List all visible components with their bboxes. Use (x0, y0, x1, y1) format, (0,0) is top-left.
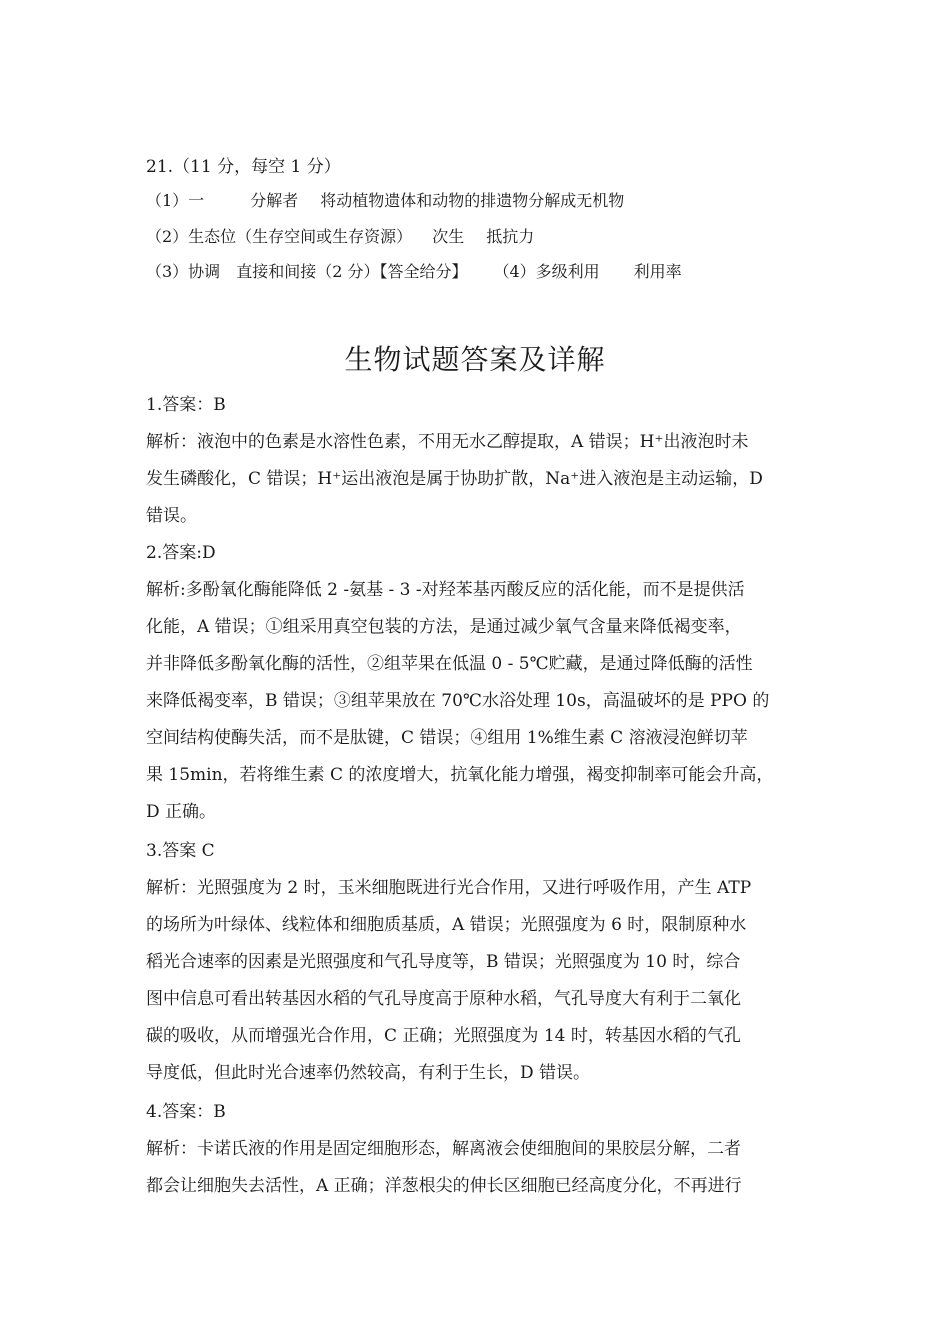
q21-3-part-1: （3）协调 (146, 262, 221, 281)
answer-4-text-line: 都会让细胞失去活性，A 正确；洋葱根尖的伸长区细胞已经高度分化，不再进行 (146, 1176, 742, 1196)
q21-line-3 (146, 260, 818, 284)
answer-1-text-line: 发生磷酸化，C 错误；H⁺运出液泡是属于协助扩散，Na⁺进入液泡是主动运输，D (146, 469, 763, 489)
answer-3-text-line: 的场所为叶绿体、线粒体和细胞质基质，A 错误；光照强度为 6 时，限制原种水 (146, 915, 747, 935)
q21-3-part-2: 直接和间接（2 分）【答全给分】 (236, 262, 468, 281)
answer-3-text-line: 图中信息可看出转基因水稻的气孔导度高于原种水稻，气孔导度大有利于二氧化 (146, 989, 741, 1009)
answer-2-text-line: 解析:多酚氧化酶能降低 2 -氨基 - 3 -对羟苯基丙酸反应的活化能，而不是提供活 (146, 580, 745, 600)
answer-3-text-line: 解析：光照强度为 2 时，玉米细胞既进行光合作用，又进行呼吸作用，产生 ATP (146, 878, 752, 898)
q21-1-part-1: （1）一 (146, 191, 205, 210)
q21-header: 21.（11 分，每空 1 分） (146, 157, 341, 177)
answer-2-text-line: 果 15min，若将维生素 C 的浓度增大，抗氧化能力增强，褐变抑制率可能会升高， (146, 765, 774, 785)
answer-3-text-line: 导度低，但此时光合速率仍然较高，有利于生长，D 错误。 (146, 1063, 591, 1083)
q21-2-part-1: （2）生态位（生存空间或生存资源） (146, 227, 413, 246)
answer-4-text-line: 解析：卡诺氏液的作用是固定细胞形态，解离液会使细胞间的果胶层分解，二者 (146, 1139, 741, 1159)
answer-2-text-line: 空间结构使酶失活，而不是肽键，C 错误；④组用 1%维生素 C 溶液浸泡鲜切苹 (146, 728, 748, 748)
q21-3-part-4: 利用率 (633, 262, 682, 281)
q21-1-part-3: 将动植物遗体和动物的排遗物分解成无机物 (320, 191, 625, 210)
answer-1-text-line: 错误。 (146, 506, 197, 526)
q21-line-2 (146, 225, 818, 249)
answer-2-label: 2.答案:D (146, 543, 216, 563)
answer-2-text-line: 并非降低多酚氧化酶的活性，②组苹果在低温 0 - 5℃贮藏，是通过降低酶的活性 (146, 654, 753, 674)
q21-2-part-3: 抵抗力 (486, 227, 535, 246)
answer-3-text-line: 碳的吸收，从而增强光合作用，C 正确；光照强度为 14 时，转基因水稻的气孔 (146, 1026, 741, 1046)
q21-3-part-3: （4）多级利用 (493, 262, 600, 281)
q21-1-part-2: 分解者 (250, 191, 299, 210)
answer-3-label: 3.答案 C (146, 841, 215, 861)
page-title: 生物试题答案及详解 (344, 343, 606, 376)
answer-1-text-line: 解析：液泡中的色素是水溶性色素，不用无水乙醇提取，A 错误；H⁺出液泡时未 (146, 432, 749, 452)
answer-2-text-line: 化能，A 错误；①组采用真空包装的方法，是通过减少氧气含量来降低褐变率， (146, 617, 742, 637)
answer-4-label: 4.答案：B (146, 1102, 226, 1122)
q21-2-part-2: 次生 (432, 227, 465, 246)
answer-1-label: 1.答案：B (146, 395, 226, 415)
answer-3-text-line: 稻光合速率的因素是光照强度和气孔导度等，B 错误；光照强度为 10 时，综合 (146, 952, 741, 972)
answer-2-text-line: 来降低褐变率，B 错误；③组苹果放在 70℃水浴处理 10s，高温破坏的是 PPO 的 (146, 691, 770, 711)
q21-line-1 (146, 189, 818, 213)
answer-2-text-line: D 正确。 (146, 802, 217, 822)
